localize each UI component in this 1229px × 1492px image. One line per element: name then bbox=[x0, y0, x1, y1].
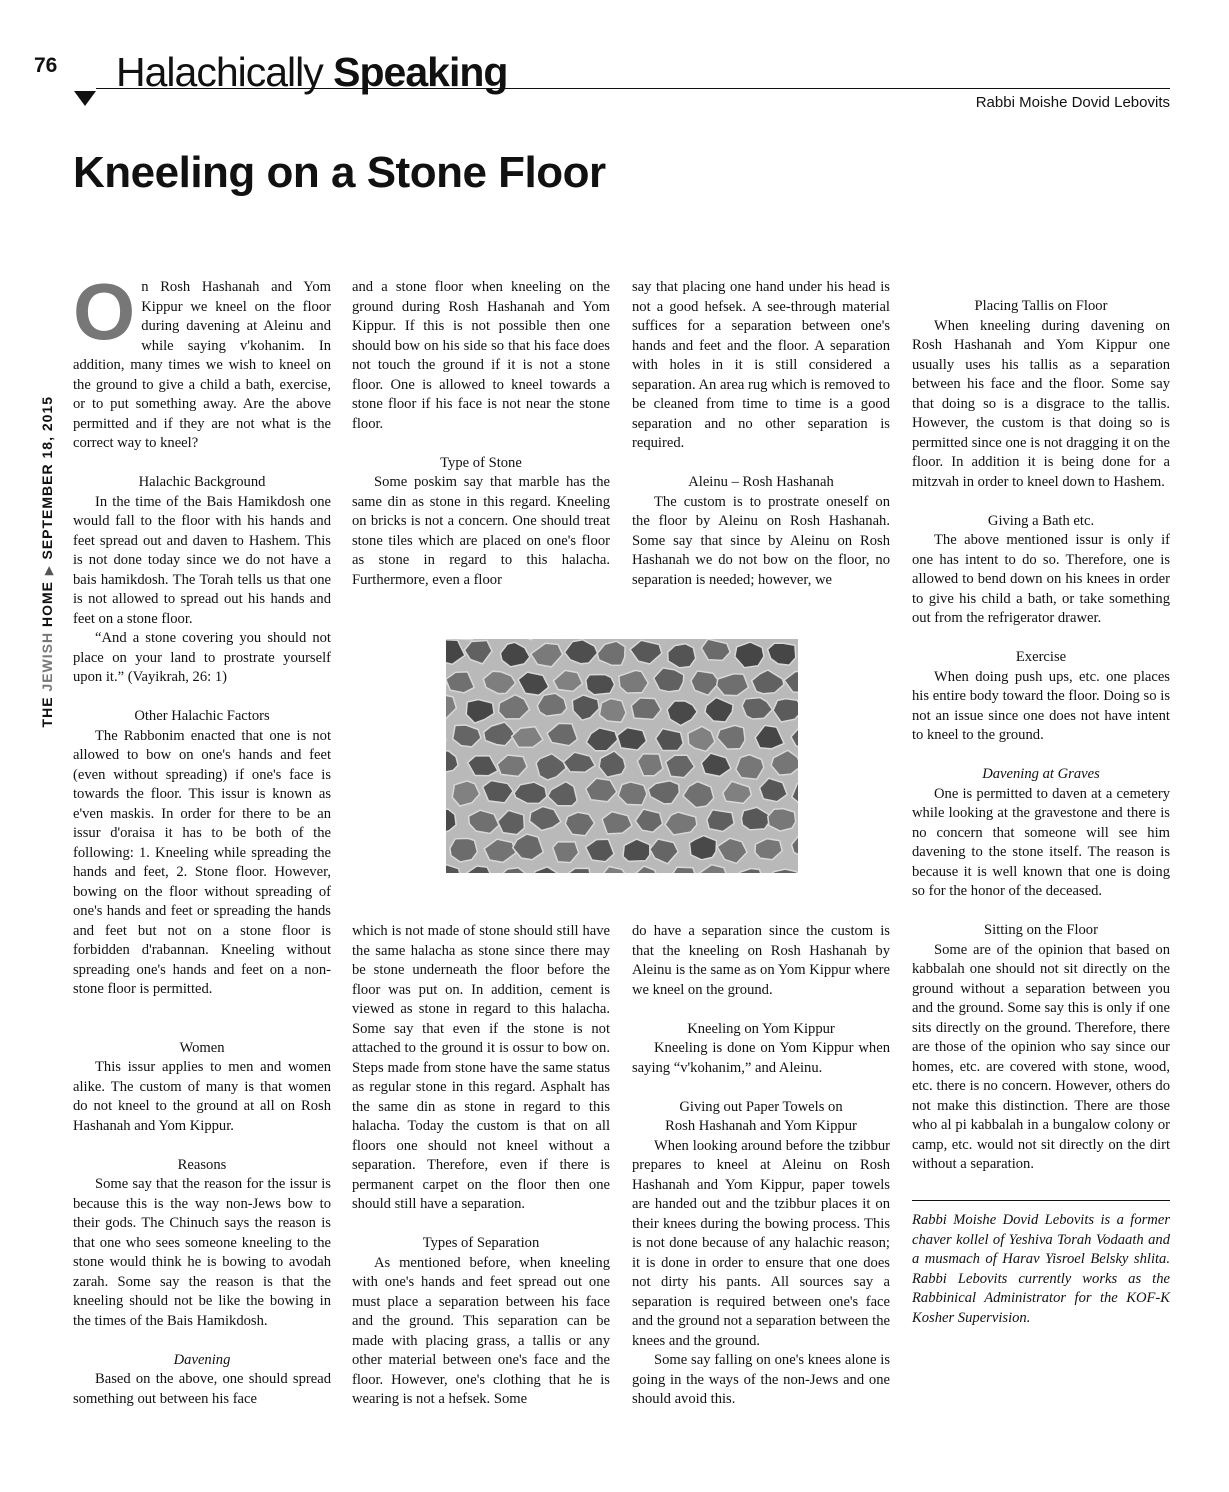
heading-type-of-stone: Type of Stone bbox=[440, 454, 522, 471]
heading-women: Women bbox=[179, 1039, 225, 1056]
column-1 bbox=[73, 267, 331, 1409]
paragraph-placing-tallis: When kneeling during davening on Rosh Hashanah and Yom Kippur one usually uses his tallis as a separation between his face and the floor. Some say that doing so is a disgrace to the tallis. However, the custom is that doing so is permitted since one is not dragging it on the floor. In addition it is being done for a mitzvah in order to kneel down to Hashem. bbox=[912, 317, 1170, 490]
sidebar-home: HOME bbox=[39, 580, 55, 632]
byline: Rabbi Moishe Dovid Lebovits bbox=[975, 94, 1170, 111]
paragraph-other-factors: The Rabbonim enacted that one is not allowed to bow on one's hands and feet (even without spreading) if one's face is towards the floor. This issur is known as e'ven maskis. In order for there to be an issur d'oraisa it has to be both of the following: 1. Kneeling while spreading the hands and feet, 2. Stone floor. However, bowing on the floor without spreading of one's hands and feet or spreading the hands and feet but not on a stone floor is forbidden d'rabannan. Kneeling without spreading one's hands and feet on a non-stone floor is permitted. bbox=[73, 727, 331, 997]
heading-giving-bath: Giving a Bath etc. bbox=[987, 512, 1095, 529]
paragraph-paper-towels: When looking around before the tzibbur prepares to kneel at Aleinu on Rosh Hashanah and Yom Kippur, paper towels are handed out and the tzibbur places it on their knees during the bowing process. This is not done because of any halachic reason; it is done in order to ensure that one does not dirty his pants. All sources say a separation is required between one's face and the ground not a separation between the knees and the ground. bbox=[632, 1137, 890, 1349]
column-masthead bbox=[116, 50, 507, 94]
paragraph-types-of-separation: As mentioned before, when kneeling with one's hands and feet spread out one must place a separation between his face and the ground. This separation can be made with placing grass, a tallis or any other material between one's face and the floor. However, one's clothing that he is wearing is not a hefsek. Some bbox=[352, 1254, 610, 1407]
paragraph-quote: “And a stone covering you should not place on your land to prostrate yourself upon it.” (Vayikrah, 26: 1) bbox=[73, 630, 331, 685]
bio-rule bbox=[912, 1200, 1170, 1201]
paragraph-col3-top: say that placing one hand under his head is not a good hefsek. A see-through material suffices for a separation between one's hands and feet and the floor. A separation with holes in it is still considered a separation. An area rug which is removed to be cleaned from time to time is a good separation and no other separation is required. bbox=[632, 279, 890, 451]
paragraph-falling: Some say falling on one's knees alone is going in the ways of the non-Jews and one should avoid this. bbox=[632, 1352, 890, 1407]
column-3-bottom bbox=[632, 922, 890, 1410]
intro-text: n Rosh Hashanah and Yom Kippur we kneel on the floor during davening at Aleinu and while saying v'kohanim. In addition, many times we wish to kneel on the ground to give a child a bath, exercise, or to put something away. Are the above permitted and if they are not what is the correct way to kneel? bbox=[73, 279, 331, 451]
paragraph-sitting-floor: Some are of the opinion that based on kabbalah one should not sit directly on the ground without a separation between you and the ground. Some say this is only if one sits directly on the ground. Therefore, there are those of the opinion who say since our homes, etc. are covered with stone, wood, etc. there is no concern. However, others do not make this distinction. There are those who al pi kabbalah in a bungalow colony or camp, etc. would not sit directly on the dirt without a separation. bbox=[912, 941, 1170, 1172]
author-bio: Rabbi Moishe Dovid Lebovits is a former chaver kollel of Yeshiva Torah Vodaath and a musmach of Harav Yisroel Belsky shlita. Rabbi Lebovits currently works as the Rabbinical Administrator for the KOF-K Kosher Supervision. bbox=[912, 1212, 1170, 1326]
paragraph-davening: Based on the above, one should spread something out between his face bbox=[73, 1371, 331, 1407]
column-2-bottom bbox=[352, 922, 610, 1410]
sidebar-jewish: JEWISH bbox=[39, 631, 55, 692]
column-4 bbox=[912, 297, 1170, 1328]
heading-aleinu: Aleinu – Rosh Hashanah bbox=[688, 474, 834, 490]
cobblestone-image bbox=[446, 639, 798, 873]
paragraph-reasons: Some say that the reason for the issur is because this is the way non-Jews bow to their gods. The Chinuch says the reason is that one who sees someone kneeling to the stone would think he is bowing to avodah zarah. Some say the reason is that the kneeling should not be like the bowing in the times of the Bais Hamikdosh. bbox=[73, 1176, 331, 1329]
paragraph-aleinu-continued: do have a separation since the custom is that the kneeling on Rosh Hashanah by Aleinu is the same as on Yom Kippur where we kneel on the ground. bbox=[632, 923, 890, 998]
stone-floor-photo bbox=[446, 639, 798, 873]
heading-davening-graves: Davening at Graves bbox=[982, 766, 1100, 782]
paragraph-stone-continued: which is not made of stone should still have the same halacha as stone since there may be stone underneath the floor before the floor was put on. In addition, cement is viewed as stone in regard to this halacha. Some say that even if the stone is not attached to the ground it is ossur to bow on. Steps made from stone have the same status as regular stone in this regard. Asphalt has the same din as stone in regard to this halacha. Today the custom is that on all floors one should not kneel without a separation. Therefore, even if there is permanent carpet on the floor then one should still have a separation. bbox=[352, 923, 610, 1212]
paragraph-type-of-stone: Some poskim say that marble has the same din as stone in this regard. Kneeling on bricks is not a concern. One should treat stone tiles which are placed on one's floor as stone in regard to this halacha. Furthermore, even a floor bbox=[352, 474, 610, 588]
drop-cap: O bbox=[73, 267, 136, 356]
heading-types-of-separation: Types of Separation bbox=[422, 1235, 540, 1251]
column-2-top bbox=[352, 278, 610, 590]
heading-kneeling-yom-kippur: Kneeling on Yom Kippur bbox=[687, 1020, 835, 1037]
paragraph-col2-top: and a stone floor when kneeling on the ground during Rosh Hashanah and Yom Kippur. If this is not possible then one should bow on his side so that his face does not touch the ground if it is not a stone floor. One is allowed to kneel towards a stone floor if his face is not near the stone floor. bbox=[352, 279, 610, 432]
sidebar-the: THE bbox=[39, 691, 55, 728]
heading-other-factors: Other Halachic Factors bbox=[134, 708, 270, 724]
heading-placing-tallis: Placing Tallis on Floor bbox=[974, 298, 1108, 314]
heading-paper-towels-line2: Rosh Hashanah and Yom Kippur bbox=[665, 1118, 857, 1134]
paragraph-women: This issur applies to men and women alike. The custom of many is that women do not kneel to the ground at all on Rosh Hashanah and Yom Kippur. bbox=[73, 1059, 331, 1134]
paragraph-davening-graves: One is permitted to daven at a cemetery while looking at the gravestone and there is no concern that someone will see him davening to the stone itself. The reason is because it is well known that one is doing so for the honor of the deceased. bbox=[912, 785, 1170, 899]
sidebar-triangle-icon: ▶ bbox=[43, 565, 55, 575]
page-number: 76 bbox=[34, 54, 58, 77]
heading-reasons: Reasons bbox=[177, 1156, 227, 1173]
heading-davening: Davening bbox=[173, 1351, 231, 1368]
sidebar-publication bbox=[32, 86, 62, 728]
paragraph-exercise: When doing push ups, etc. one places his entire body toward the floor. Doing so is not an issue since one does not have intent to kneel to the ground. bbox=[912, 668, 1170, 743]
paragraph-giving-bath: The above mentioned issur is only if one has intent to do so. Therefore, one is allowed to bend down on his knees in order to give his child a bath, or take something out from the refrigerator drawer. bbox=[912, 532, 1170, 626]
paragraph-background: In the time of the Bais Hamikdosh one would fall to the floor with his hands and feet spread out and daven to Hashem. This is not done today since we do not have a bais hamikdosh. The Torah tells us that one is not allowed to spread out his hands and feet on a stone floor. bbox=[73, 493, 331, 627]
masthead-bold: Speaking bbox=[333, 49, 508, 95]
heading-sitting-floor: Sitting on the Floor bbox=[984, 922, 1098, 938]
paragraph-kneeling-yom-kippur: Kneeling is done on Yom Kippur when saying “v'kohanim,” and Aleinu. bbox=[632, 1040, 890, 1076]
header-triangle-icon bbox=[74, 91, 96, 106]
heading-exercise: Exercise bbox=[1015, 649, 1067, 665]
intro-paragraph bbox=[73, 267, 331, 454]
article-title: Kneeling on a Stone Floor bbox=[73, 148, 606, 197]
sidebar-date: SEPTEMBER 18, 2015 bbox=[39, 396, 55, 560]
paragraph-aleinu: The custom is to prostrate oneself on the floor by Aleinu on Rosh Hashanah. Some say that since by Aleinu on Rosh Hashanah we do not bow on the floor, no separation is needed; however, we bbox=[632, 493, 890, 588]
masthead-light: Halachically bbox=[116, 49, 334, 95]
column-3-top bbox=[632, 278, 890, 590]
heading-paper-towels-line1: Giving out Paper Towels on bbox=[679, 1098, 843, 1115]
heading-halachic-background: Halachic Background bbox=[138, 474, 266, 490]
